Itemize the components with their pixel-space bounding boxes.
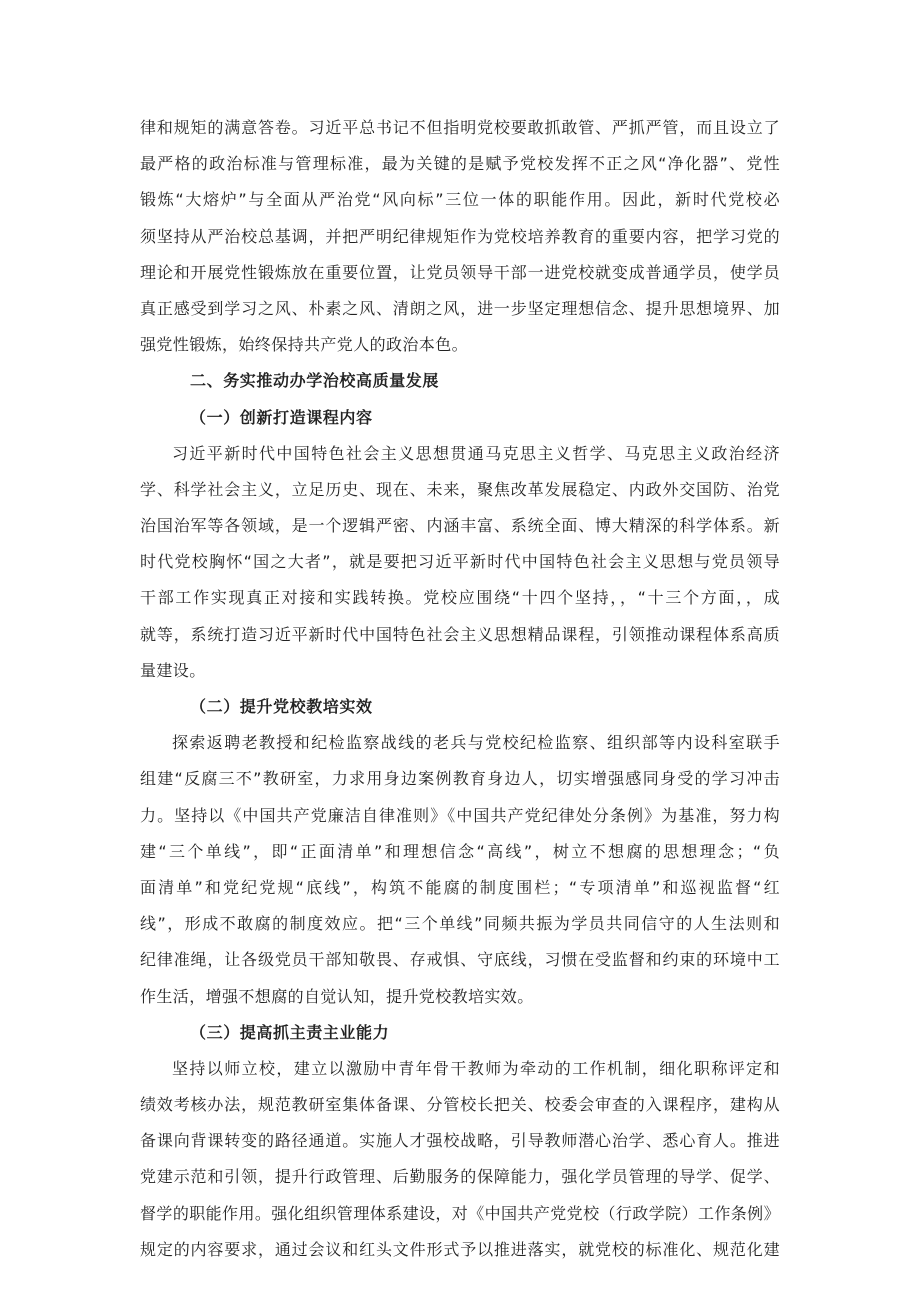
paragraph-line: 量建设。 (140, 660, 206, 680)
paragraph-line: 真正感受到学习之风、朴素之风、清朗之风，进一步坚定理想信念、提升思想境界、加 (140, 298, 780, 318)
document-page (140, 110, 780, 1268)
subsection-heading-1: （一）创新打造课程内容 (190, 407, 373, 427)
paragraph-line: 锻炼“大熔炉”与全面从严治党“风向标”三位一体的职能作用。因此，新时代党校必 (140, 190, 780, 210)
paragraph-line: 须坚持从严治校总基调，并把严明纪律规矩作为党校培养教育的重要内容，把学习党的 (140, 226, 780, 246)
paragraph-line: 纪律准绳，让各级党员干部知敬畏、存戒惧、守底线，习惯在受监督和约束的环境中工 (140, 950, 780, 970)
paragraph-line: 时代党校胸怀“国之大者”，就是要把习近平新时代中国特色社会主义思想与党员领导 (140, 552, 780, 572)
paragraph-line: 绩效考核办法，规范教研室集体备课、分管校长把关、校委会审查的入课程序，建构从 (140, 1095, 780, 1115)
subsection-heading-3: （三）提高抓主责主业能力 (190, 1022, 390, 1042)
paragraph-line: 备课向背课转变的路径通道。实施人才强校战略，引导教师潜心治学、悉心育人。推进 (140, 1131, 780, 1151)
subsection-2-paragraph (140, 725, 780, 1015)
paragraph-line: 干部工作实现真正对接和实践转换。党校应围绕“十四个坚持，，“十三个方面，，成 (140, 588, 780, 608)
section-heading: 二、务实推动办学治校高质量发展 (190, 371, 440, 391)
paragraph-line: 建“三个单线”，即“正面清单”和理想信念“高线”，树立不想腐的思想理念；“负 (140, 841, 780, 861)
paragraph-line: 理论和开展党性锻炼放在重要位置，让党员领导干部一进党校就变成普通学员，使学员 (140, 262, 780, 282)
paragraph-line: 就等，系统打造习近平新时代中国特色社会主义思想精品课程，引领推动课程体系高质 (140, 624, 780, 644)
paragraph-line: 强党性锻炼，始终保持共产党人的政治本色。 (140, 335, 469, 355)
paragraph-line: 力。坚持以《中国共产党廉洁自律准则》《中国共产党纪律处分条例》为基准，努力构 (140, 805, 780, 825)
paragraph-line: 坚持以师立校，建立以激励中青年骨干教师为牵动的工作机制，细化职称评定和 (172, 1058, 780, 1078)
paragraph-line: 学、科学社会主义，立足历史、现在、未来，聚焦改革发展稳定、内政外交国防、治党 (140, 479, 780, 499)
paragraph-line: 线”，形成不敢腐的制度效应。把“三个单线”同频共振为学员共同信守的人生法则和 (140, 914, 780, 934)
paragraph-line: 习近平新时代中国特色社会主义思想贯通马克思主义哲学、马克思主义政治经济 (172, 443, 780, 463)
paragraph-line: 面清单”和党纪党规“底线”，构筑不能腐的制度围栏；“专项清单”和巡视监督“红 (140, 877, 780, 897)
paragraph-line: 作生活，增强不想腐的自觉认知，提升党校教培实效。 (140, 986, 534, 1006)
paragraph-line: 探索返聘老教授和纪检监察战线的老兵与党校纪检监察、组织部等内设科室联手 (172, 733, 780, 753)
subsection-heading-2: （二）提升党校教培实效 (190, 697, 373, 716)
paragraph-line: 律和规矩的满意答卷。习近平总书记不但指明党校要敢抓敢管、严抓严管，而且设立了 (140, 118, 780, 137)
paragraph-line: 党建示范和引领，提升行政管理、后勤服务的保障能力，强化学员管理的导学、促学、 (140, 1167, 780, 1187)
subsection-3-paragraph (140, 1051, 780, 1268)
subsection-1-paragraph (140, 436, 780, 689)
paragraph-line: 最严格的政治标准与管理标准，最为关键的是赋予党校发挥不正之风“净化器”、党性 (140, 154, 780, 174)
paragraph-line: 规定的内容要求，通过会议和红头文件形式予以推进落实，就党校的标准化、规范化建 (140, 1239, 780, 1259)
paragraph-line: 督学的职能作用。强化组织管理体系建设，对《中国共产党党校（行政学院）工作条例》 (140, 1203, 780, 1223)
paragraph-line: 治国治军等各领域，是一个逻辑严密、内涵丰富、系统全面、博大精深的科学体系。新 (140, 516, 780, 536)
intro-paragraph (140, 110, 780, 363)
paragraph-line: 组建“反腐三不”教研室，力求用身边案例教育身边人，切实增强感同身受的学习冲击 (140, 769, 780, 789)
